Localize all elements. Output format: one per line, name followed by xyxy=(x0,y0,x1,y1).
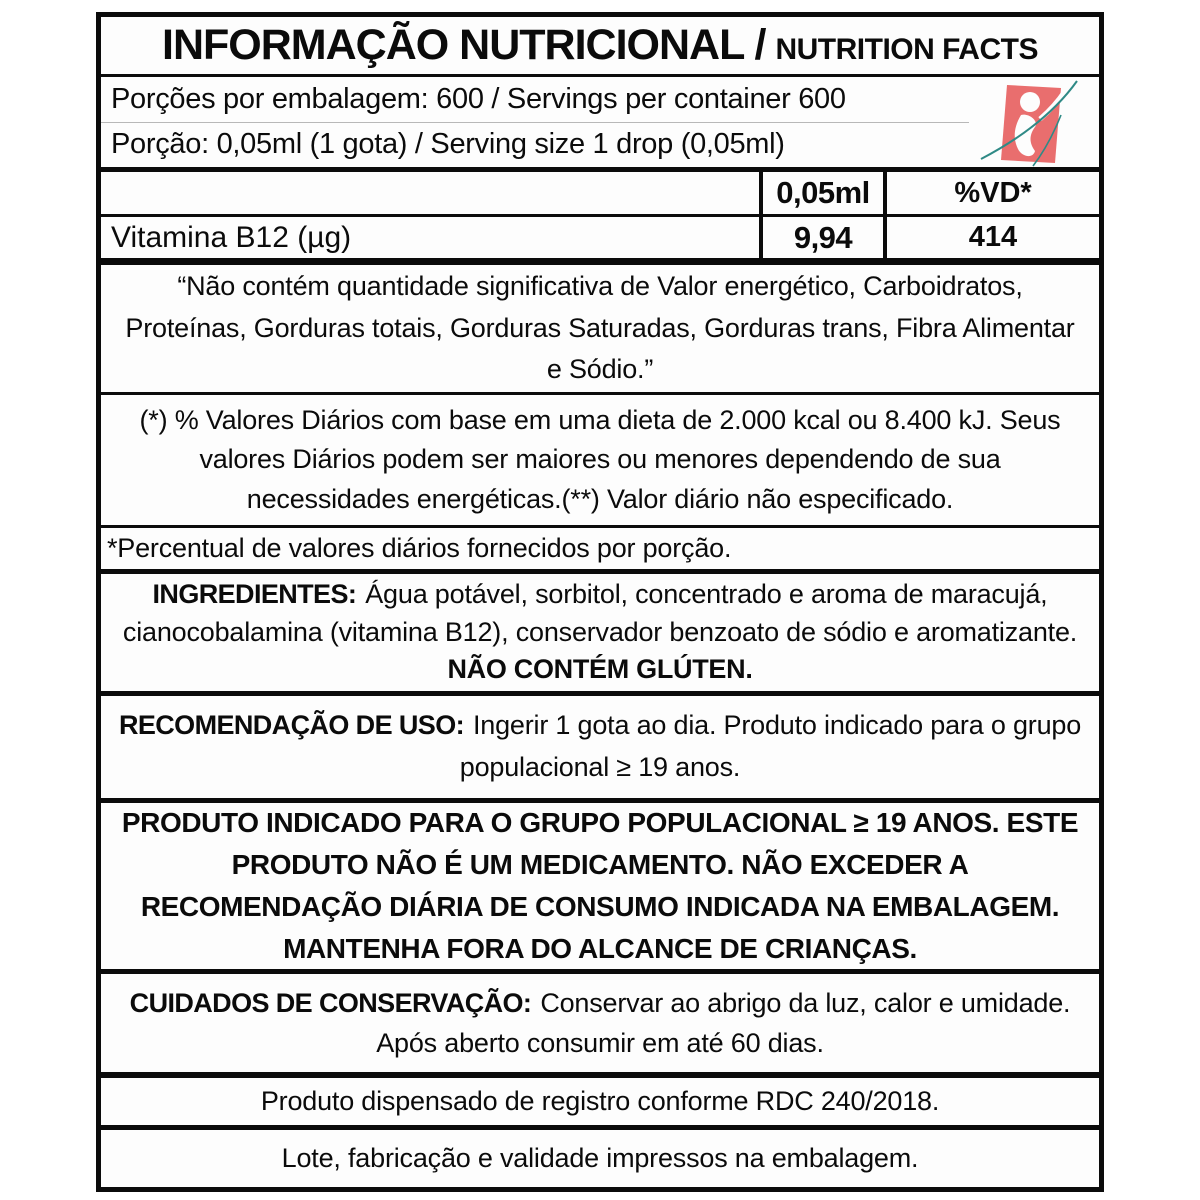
storage-section xyxy=(101,974,1099,1078)
ingredients-paragraph xyxy=(115,576,1085,652)
storage-paragraph xyxy=(115,983,1085,1064)
logo-head xyxy=(1020,92,1040,112)
label-title-pt: INFORMAÇÃO NUTRICIONAL / xyxy=(162,21,766,69)
note-percent-per-serving: *Percentual de valores diários fornecidos por porção. xyxy=(101,528,1099,574)
usage-paragraph xyxy=(115,705,1085,789)
servings-divider xyxy=(101,122,969,123)
nutrition-label xyxy=(96,12,1104,1192)
note-no-significant-amounts xyxy=(101,265,1099,395)
usage-heading: RECOMENDAÇÃO DE USO: xyxy=(118,710,464,741)
nutrient-amount: 9,94 xyxy=(759,217,887,258)
header-daily-value: %VD* xyxy=(954,176,1032,209)
storage-text: Conservar ao abrigo da luz, calor e umidade. Após aberto consumir em até 60 dias. xyxy=(376,987,1071,1058)
ingredients-text: Água potável, sorbitol, concentrado e aroma de maracujá, cianocobalamina (vitamina B12), conservador benzoato de sódio e aromatizante. xyxy=(122,578,1078,647)
table-row-vitamin-b12 xyxy=(101,217,1099,265)
header-amount: 0,05ml xyxy=(759,172,887,214)
usage-section xyxy=(101,696,1099,803)
lot-text: Lote, fabricação e validade impressos na embalagem. xyxy=(281,1143,919,1174)
warning-text: PRODUTO INDICADO PARA O GRUPO POPULACIONAL ≥ 19 ANOS. ESTE PRODUTO NÃO É UM MEDICAMENTO. NÃO EXCEDER A RECOMENDAÇÃO DIÁRIA DE CONSUMO INDICADA NA EMBALAGEM. MANTENHA FORA DO ALCANCE DE CRIANÇAS. xyxy=(121,807,1079,964)
leaping-person-logo-icon xyxy=(977,79,1081,167)
label-title-en: NUTRITION FACTS xyxy=(775,32,1038,66)
header-nutrient-empty xyxy=(101,172,759,214)
storage-heading: CUIDADOS DE CONSERVAÇÃO: xyxy=(129,987,532,1018)
leaping-person-logo-svg xyxy=(977,79,1081,167)
note-daily-values xyxy=(101,395,1099,528)
ingredients-heading: INGREDIENTES: xyxy=(152,578,357,609)
serving-size: Porção: 0,05ml (1 gota) / Serving size 1 drop (0,05ml) xyxy=(111,128,785,160)
ingredients-section xyxy=(101,574,1099,696)
registration-text: Produto dispensado de registro conforme RDC 240/2018. xyxy=(260,1086,940,1117)
lot-note xyxy=(101,1130,1099,1187)
warning-section xyxy=(101,803,1099,974)
servings-section xyxy=(101,77,1099,172)
nutrient-name: Vitamina B12 (µg) xyxy=(111,220,352,254)
nutrient-table-header xyxy=(101,172,1099,217)
registration-note xyxy=(101,1078,1099,1130)
note-no-significant-text: “Não contém quantidade significativa de Valor energético, Carboidratos, Proteínas, Gorduras totais, Gorduras Saturadas, Gorduras trans, Fibra Alimentar e Sódio.” xyxy=(125,270,1075,385)
usage-text: Ingerir 1 gota ao dia. Produto indicado para o grupo populacional ≥ 19 anos. xyxy=(459,710,1082,782)
label-title xyxy=(101,17,1099,77)
gluten-statement: NÃO CONTÉM GLÚTEN. xyxy=(447,654,753,685)
nutrient-daily-value: 414 xyxy=(968,221,1018,253)
note-daily-values-text: (*) % Valores Diários com base em uma dieta de 2.000 kcal ou 8.400 kJ. Seus valores Diários podem ser maiores ou menores dependendo de sua necessidades energéticas.(**) Valor diário não especificado. xyxy=(139,405,1061,514)
servings-per-container: Porções por embalagem: 600 / Servings per container 600 xyxy=(111,83,846,115)
